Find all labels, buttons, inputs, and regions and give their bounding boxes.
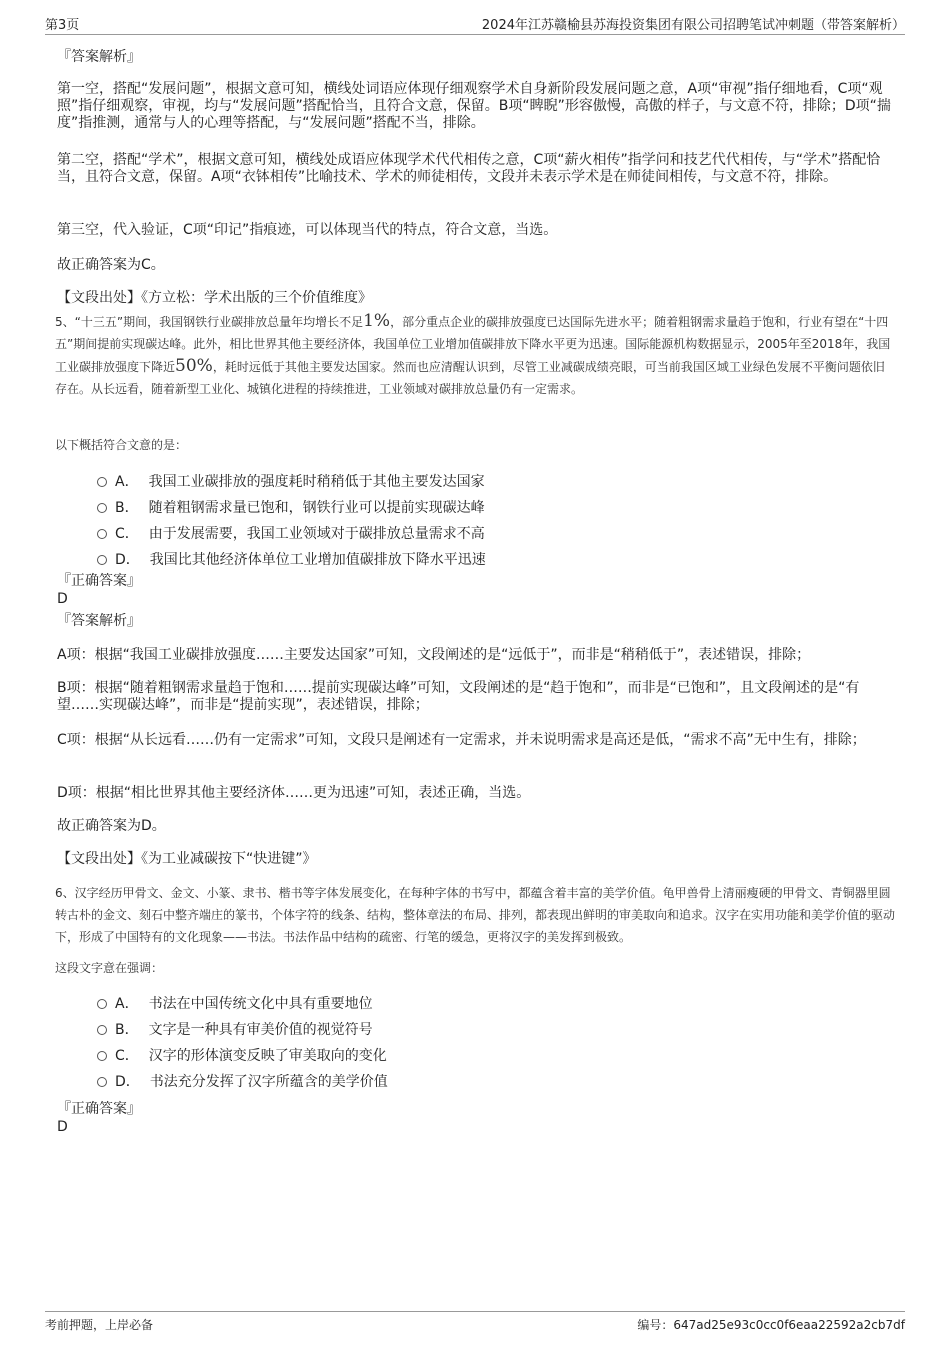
document-title: 2024年江苏赣榆县苏海投资集团有限公司招聘笔试冲刺题（带答案解析）	[481, 18, 905, 33]
option-d[interactable]: D． 我国比其他经济体单位工业增加值碳排放下降水平迅速	[97, 551, 486, 569]
page-number: 第3页	[45, 18, 80, 33]
analysis-item-b: B项：根据“随着粗钢需求量趋于饱和……提前实现碳达峰”可知，文段阐述的是“趋于饱和”，而非是“已饱和”，且文段阐述的是“有望……实现碳达峰”，而非是“提前实现”，表述错误，排除；	[57, 680, 860, 713]
option-d[interactable]: D． 书法充分发挥了汉字所蕴含的美学价值	[97, 1073, 388, 1091]
answer-conclusion: 故正确答案为D。	[57, 818, 166, 834]
analysis-item-d: D项：根据“相比世界其他主要经济体……更为迅速”可知，表述正确，当选。	[57, 785, 531, 801]
analysis-paragraph: 第二空，搭配“学术”，根据文意可知，横线处成语应体现学术代代相传之意，C项“薪火相传”指学问和技艺代代相传，与“学术”搭配恰当，且符合文意，保留。A项“衣钵相传”比喻技术、学术的师徒相传，文段并未表示学术是在师徒间相传，与文意不符，排除。	[57, 152, 881, 185]
document-id: 编号：647ad25e93c0cc0f6eaa22592a2cb7df	[637, 1318, 905, 1332]
radio-icon[interactable]	[97, 529, 107, 539]
option-b[interactable]: B． 随着粗钢需求量已饱和，钢铁行业可以提前实现碳达峰	[97, 499, 485, 517]
option-a[interactable]: A． 书法在中国传统文化中具有重要地位	[97, 995, 373, 1013]
analysis-label: 『答案解析』	[57, 613, 141, 629]
passage-source: 【文段出处】《方立松：学术出版的三个价值维度》	[57, 290, 372, 306]
radio-icon[interactable]	[97, 503, 107, 513]
analysis-label: 『答案解析』	[57, 49, 141, 65]
correct-answer-label: 『正确答案』	[57, 1101, 141, 1117]
analysis-paragraph: 第三空，代入验证，C项“印记”指痕迹，可以体现当代的特点，符合文意，当选。	[57, 222, 558, 238]
percent-value: 50%	[175, 356, 213, 376]
page-header	[45, 14, 905, 35]
option-a[interactable]: A． 我国工业碳排放的强度耗时稍稍低于其他主要发达国家	[97, 473, 485, 491]
page-footer	[45, 1311, 905, 1340]
correct-answer-label: 『正确答案』	[57, 573, 141, 589]
radio-icon[interactable]	[97, 999, 107, 1009]
question-stem: 5、“十三五”期间，我国钢铁行业碳排放总量年均增长不足1%，部分重点企业的碳排放强度已达国际先进水平；随着粗钢需求量趋于饱和，行业有望在“十四五”期间提前实现碳达峰。此外，相比世界其他主要经济体，我国单位工业增加值碳排放下降水平更为迅速。国际能源机构数据显示，2005年至2018年，我国工业碳排放强度下降近50%，耗时远低于其他主要发达国家。然而也应清醒认识到，尽管工业减碳成绩亮眼，可当前我国区域工业绿色发展不平衡问题依旧存在。从长远看，随着新型工业化、城镇化进程的持续推进，工业领域对碳排放总量仍有一定需求。	[55, 311, 891, 396]
question-prompt: 这段文字意在强调：	[55, 961, 164, 975]
answer-conclusion: 故正确答案为C。	[57, 257, 165, 273]
question-prompt: 以下概括符合文意的是：	[55, 438, 188, 452]
radio-icon[interactable]	[97, 1051, 107, 1061]
analysis-item-a: A项：根据“我国工业碳排放强度……主要发达国家”可知，文段阐述的是“远低于”，而非是“稍稍低于”，表述错误，排除；	[57, 647, 811, 663]
correct-answer: D	[57, 1119, 68, 1135]
radio-icon[interactable]	[97, 1077, 107, 1087]
option-c[interactable]: C． 由于发展需要，我国工业领域对于碳排放总量需求不高	[97, 525, 485, 543]
option-c[interactable]: C． 汉字的形体演变反映了审美取向的变化	[97, 1047, 387, 1065]
analysis-item-c: C项：根据“从长远看……仍有一定需求”可知，文段只是阐述有一定需求，并未说明需求是高还是低，“需求不高”无中生有，排除；	[57, 732, 866, 748]
correct-answer: D	[57, 591, 68, 607]
footer-slogan: 考前押题，上岸必备	[45, 1318, 154, 1332]
question-stem: 6、汉字经历甲骨文、金文、小篆、隶书、楷书等字体发展变化，在每种字体的书写中，都蕴含着丰富的美学价值。龟甲兽骨上清丽瘦硬的甲骨文、青铜器里圆转古朴的金文、刻石中整齐端庄的篆书，个体字符的线条、结构，整体章法的布局、排列，都表现出鲜明的审美取向和追求。汉字在实用功能和美学价值的驱动下，形成了中国特有的文化现象——书法。书法作品中结构的疏密、行笔的缓急，更将汉字的美发挥到极致。	[55, 886, 896, 944]
passage-source: 【文段出处】《为工业减碳按下“快进键”》	[57, 851, 317, 867]
radio-icon[interactable]	[97, 555, 107, 565]
analysis-paragraph: 第一空，搭配“发展问题”，根据文意可知，横线处词语应体现仔细观察学术自身新阶段发展问题之意，A项“审视”指仔细地看，C项“观照”指仔细观察，审视，均与“发展问题”搭配恰当，且符合文意，保留。B项“睥睨”形容傲慢，高傲的样子，与文意不符，排除；D项“揣度”指推测，通常与人的心理等搭配，与“发展问题”搭配不当，排除。	[57, 81, 891, 131]
radio-icon[interactable]	[97, 1025, 107, 1035]
radio-icon[interactable]	[97, 477, 107, 487]
percent-value: 1%	[363, 311, 391, 331]
option-b[interactable]: B． 文字是一种具有审美价值的视觉符号	[97, 1021, 373, 1039]
